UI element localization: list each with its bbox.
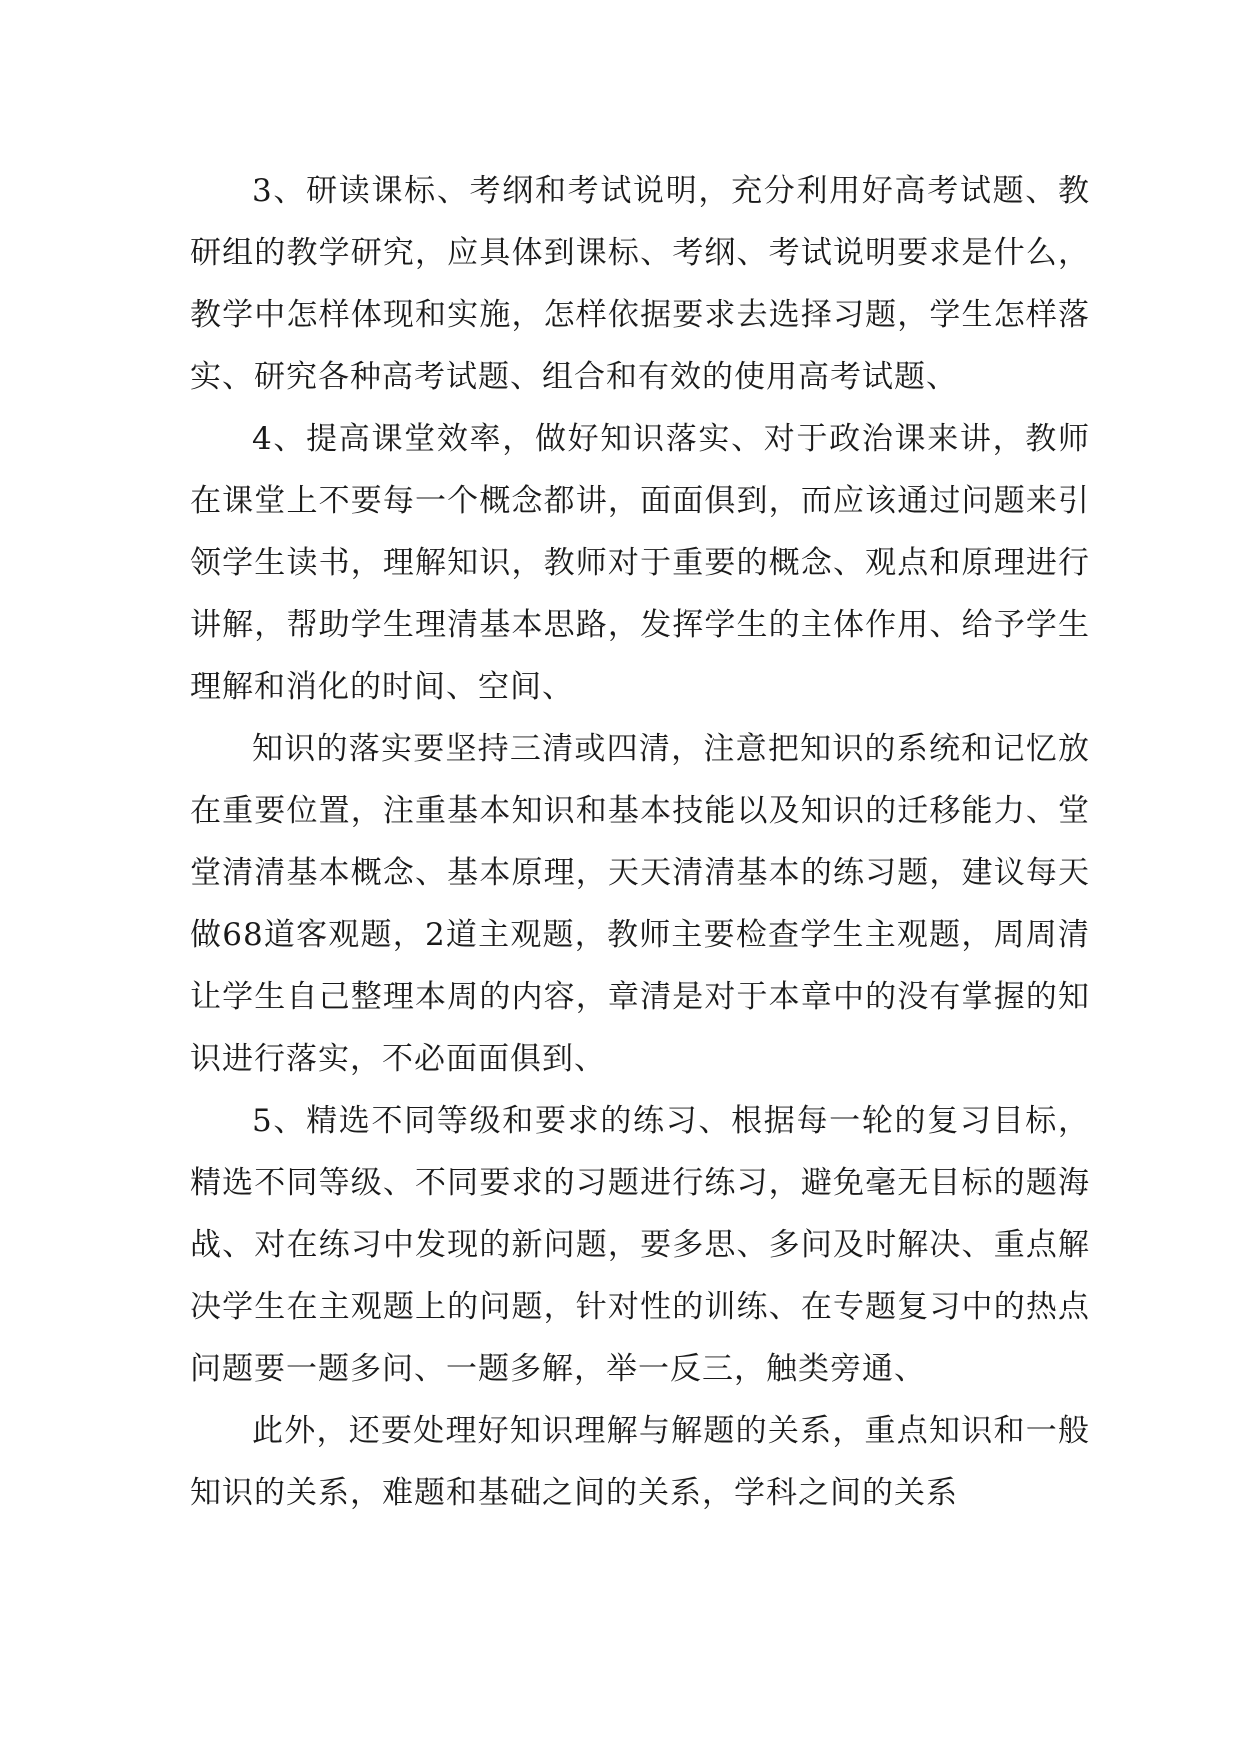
paragraph-knowledge-implementation: 知识的落实要坚持三清或四清，注意把知识的系统和记忆放在重要位置，注重基本知识和基本技能以及知识的迁移能力、堂堂清清基本概念、基本原理，天天清清基本的练习题，建议每天做68道客观题，2道主观题，教师主要检查学生主观题，周周清让学生自己整理本周的内容，章清是对于本章中的没有掌握的知识进行落实，不必面面俱到、 — [190, 731, 1090, 1077]
paragraph-item-5-select-exercises: 5、精选不同等级和要求的练习、根据每一轮的复习目标，精选不同等级、不同要求的习题进行练习，避免毫无目标的题海战、对在练习中发现的新问题，要多思、多问及时解决、重点解决学生在主观题上的问题，针对性的训练、在专题复习中的热点问题要一题多问、一题多解，举一反三，触类旁通、 — [190, 1103, 1090, 1387]
paragraph-additional-relations: 此外，还要处理好知识理解与解题的关系，重点知识和一般知识的关系，难题和基础之间的关系，学科之间的关系 — [190, 1413, 1090, 1511]
paragraph-item-3-study-standards: 3、研读课标、考纲和考试说明，充分利用好高考试题、教研组的教学研究，应具体到课标、考纲、考试说明要求是什么，教学中怎样体现和实施，怎样依据要求去选择习题，学生怎样落实、研究各种高考试题、组合和有效的使用高考试题、 — [190, 173, 1090, 395]
document-body — [190, 160, 1090, 1524]
paragraph-item-4-class-efficiency: 4、提高课堂效率，做好知识落实、对于政治课来讲，教师在课堂上不要每一个概念都讲，面面俱到，而应该通过问题来引领学生读书，理解知识，教师对于重要的概念、观点和原理进行讲解，帮助学生理清基本思路，发挥学生的主体作用、给予学生理解和消化的时间、空间、 — [190, 421, 1090, 705]
